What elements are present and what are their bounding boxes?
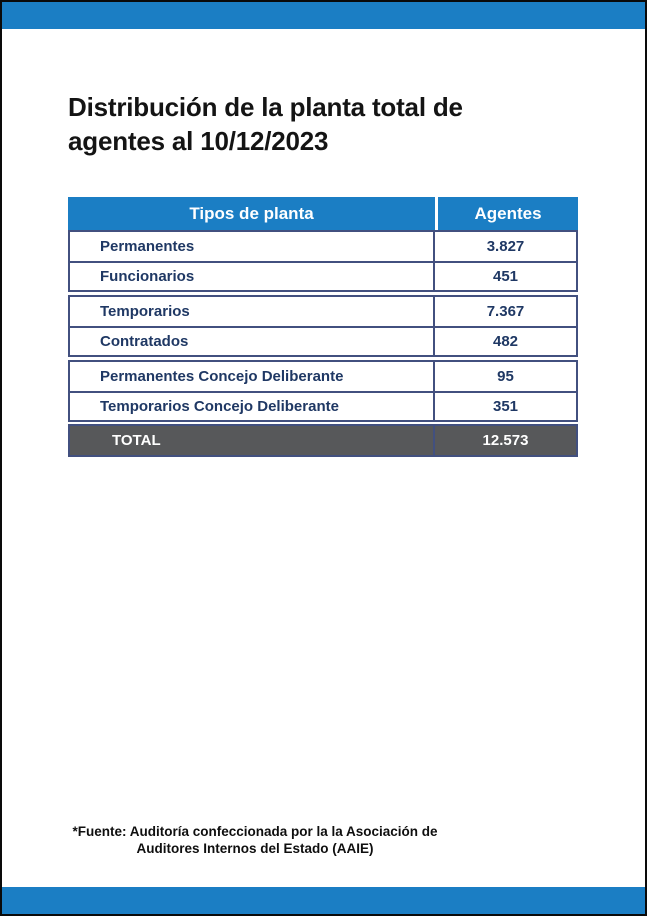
row-label: Temporarios Concejo Deliberante [70,393,435,420]
row-label: Permanentes Concejo Deliberante [70,362,435,391]
row-value: 95 [497,368,514,385]
table-row [70,326,576,355]
source-footnote-line2: Auditores Internos del Estado (AAIE) [136,841,374,856]
page-title-line2: agentes al 10/12/2023 [68,126,329,156]
table-row [70,232,576,261]
row-label: Contratados [70,328,435,355]
table-total-row [68,424,578,457]
table-header-row [68,197,578,230]
row-label: Temporarios [70,297,435,326]
row-label: Permanentes [70,232,435,261]
table-row-group-1 [68,230,578,292]
column-header-tipos-de-planta: Tipos de planta [68,197,435,230]
row-value: 351 [492,398,519,415]
staff-distribution-table [68,197,578,457]
source-footnote [68,823,442,857]
table-row [70,362,576,391]
total-label: TOTAL [70,426,435,455]
row-value: 7.367 [486,303,525,320]
column-header-agentes: Agentes [438,197,578,230]
row-label: Funcionarios [70,263,435,290]
bottom-accent-bar [2,887,645,914]
row-value: 482 [492,333,519,350]
table-row [70,261,576,290]
table-row [70,297,576,326]
table-row-group-2 [68,295,578,357]
top-accent-bar [2,2,645,29]
page-title [68,90,568,158]
row-value: 3.827 [486,238,525,255]
total-value: 12.573 [482,432,529,449]
table-row [70,391,576,420]
row-value: 451 [492,268,519,285]
table-row-group-3 [68,360,578,422]
page-title-line1: Distribución de la planta total de [68,92,463,122]
source-footnote-line1: *Fuente: Auditoría confeccionada por la la Asociación de [72,824,438,839]
